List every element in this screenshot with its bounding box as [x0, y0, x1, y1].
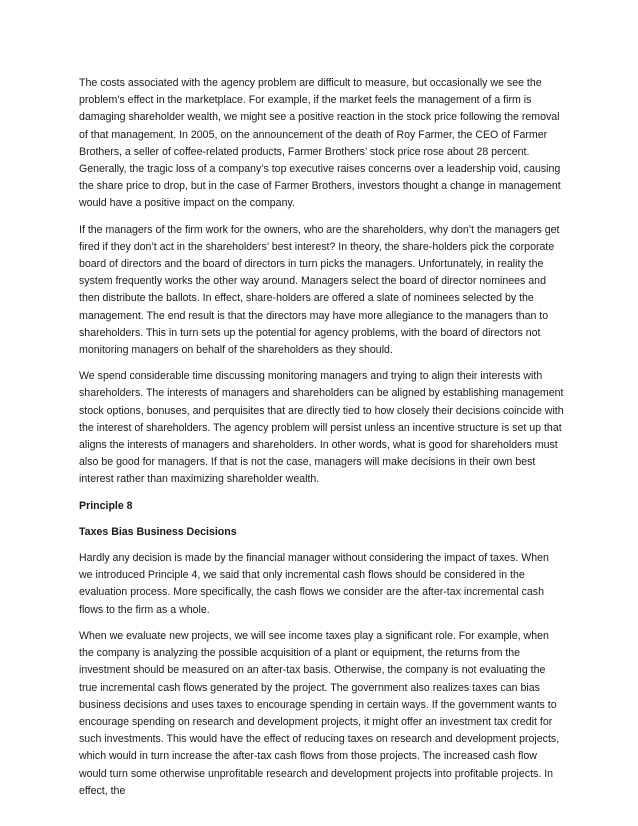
paragraph-agency-costs: The costs associated with the agency problem are difficult to measure, but occasionally we see the problem’s effect in the marketplace. For example, if the market feels the management of a firm is damaging shareholder wealth, we might see a positive reaction in the stock price following the removal of that management. In 2005, on the announcement of the death of Roy Farmer, the CEO of Farmer Brothers, a seller of coffee-related products, Farmer Brothers’ stock price rose about 28 percent. Generally, the tragic loss of a company’s top executive raises concerns over a leadership void, causing the share price to drop, but in the case of Farmer Brothers, investors thought a change in management would have a positive impact on the company. [79, 77, 561, 210]
document-body [79, 75, 565, 800]
paragraph-new-projects: When we evaluate new projects, we will see income taxes play a significant role. For example, when the company is analyzing the possible acquisition of a plant or equipment, the returns from the investment should be measured on an after-tax basis. Otherwise, the company is not evaluating the true incremental cash flows generated by the project. The government also realizes taxes can bias business decisions and uses taxes to encourage spending in certain ways. If the government wants to encourage spending on research and development projects, it might offer an investment tax credit for such investments. This would have the effect of reducing taxes on research and development projects, which would in turn increase the after-tax cash flows from those projects. The increased cash flow would turn some otherwise unprofitable research and development projects into profitable projects. In effect, the [79, 629, 560, 797]
paragraph-aligning-interests: We spend considerable time discussing monitoring managers and trying to align their interests with shareholders. The interests of managers and shareholders can be aligned by establishing management stock options, bonuses, and perquisites that are directly tied to how closely their decisions coincide with the interest of shareholders. The agency problem will persist unless an incentive structure is set up that aligns the interests of managers and shareholders. In other words, what is good for shareholders must also be good for managers. If that is not the case, managers will make decisions in their own best interest rather than maximizing shareholder wealth. [79, 370, 564, 486]
paragraph-taxes-intro: Hardly any decision is made by the financial manager without considering the impact of taxes. When we introduced Principle 4, we said that only incremental cash flows should be considered in the evaluation process. More specifically, the cash flows we consider are the after-tax incremental cash flows to the firm as a whole. [79, 552, 549, 616]
paragraph-board-of-directors: If the managers of the firm work for the owners, who are the shareholders, why don’t the managers get fired if they don’t act in the shareholders’ best interest? In theory, the share-holders pick the corporate board of directors and the board of directors in turn picks the managers. Unfortunately, in reality the system frequently works the other way around. Managers select the board of director nominees and then distribute the ballots. In effect, share-holders are offered a slate of nominees selected by the management. The end result is that the directors may have more allegiance to the managers than to shareholders. This in turn sets up the potential for agency problems, with the board of directors not monitoring managers on behalf of the shareholders as they should. [79, 223, 560, 357]
section-title: Taxes Bias Business Decisions [79, 525, 237, 538]
principle-label: Principle 8 [79, 499, 133, 512]
